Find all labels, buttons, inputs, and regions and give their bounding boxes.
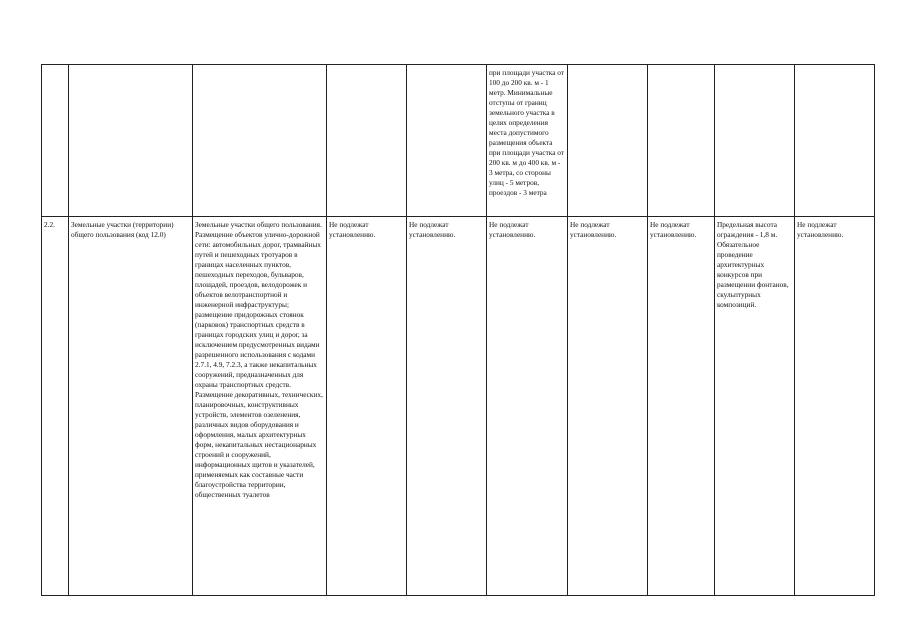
cell-text: Не подлежат установлению. (329, 220, 376, 239)
row-number-cell (42, 217, 69, 596)
cell-text: Не подлежат установлению. (650, 220, 697, 239)
table-cell (648, 65, 715, 217)
regulations-table (41, 64, 875, 596)
fence-height-cell (715, 217, 795, 596)
table-cell (327, 217, 407, 596)
setback-text: при площади участка от 100 до 200 кв. м - 1 метр. Минимальные отступы от границ земельного участка в целях определения места допустимого размещения объекта при площади участка от 200 кв. м до 400 кв. м - 3 метра, со стороны улиц - 5 метров, проездов - 3 метра (489, 68, 564, 197)
setback-cell (487, 65, 568, 217)
table-cell (568, 65, 648, 217)
zone-name-cell (69, 65, 193, 217)
cell-text: Не подлежат установлению. (489, 220, 536, 239)
fence-height-text: Предельная высота ограждения - 1,8 м. Обязательное проведение архитектурных конкурсов при размещении фонтанов, скульптурных композиций. (717, 220, 789, 309)
table-cell (327, 65, 407, 217)
cell-text: Не подлежат установлению. (570, 220, 617, 239)
permitted-use-cell (193, 217, 327, 596)
row-number: 2.2. (44, 220, 55, 229)
table-cell (568, 217, 648, 596)
row-number-cell (42, 65, 69, 217)
table-cell (795, 217, 875, 596)
table-row (42, 65, 875, 217)
table-cell (715, 65, 795, 217)
table-cell (648, 217, 715, 596)
table-cell (487, 217, 568, 596)
cell-text: Не подлежат установлению. (409, 220, 456, 239)
table-cell (407, 65, 487, 217)
table-cell (407, 217, 487, 596)
permitted-use-cell (193, 65, 327, 217)
zone-name-cell (69, 217, 193, 596)
table-row (42, 217, 875, 596)
table-cell (795, 65, 875, 217)
permitted-use-text: Земельные участки общего пользования. Размещение объектов улично-дорожной сети: автомобильных дорог, трамвайных путей и пешеходных тротуаров в границах населенных пунктов, пешеходных переходов, бульваров, площадей, проездов, велодорожек и объектов велотранспортной и инженерной инфраструктуры; размещение придорожных стоянок (парковок) транспортных средств в границах городских улиц и дорог, за исключением предусмотренных видами разрешенного использования с кодами 2.7.1, 4.9, 7.2.3, а также некапитальных сооружений, предназначенных для охраны транспортных средств. Размещение декоративных, технических, планировочных, конструктивных устройств, элементов озеленения, различных видов оборудования и оформления, малых архитектурных форм, некапитальных нестационарных строений и сооружений, информационных щитов и указателей, применяемых как составные части благоустройства территории, общественных туалетов (195, 220, 323, 499)
zone-name: Земельные участки (территории) общего пользования (код 12.0) (71, 220, 174, 239)
cell-text: Не подлежат установлению. (797, 220, 844, 239)
